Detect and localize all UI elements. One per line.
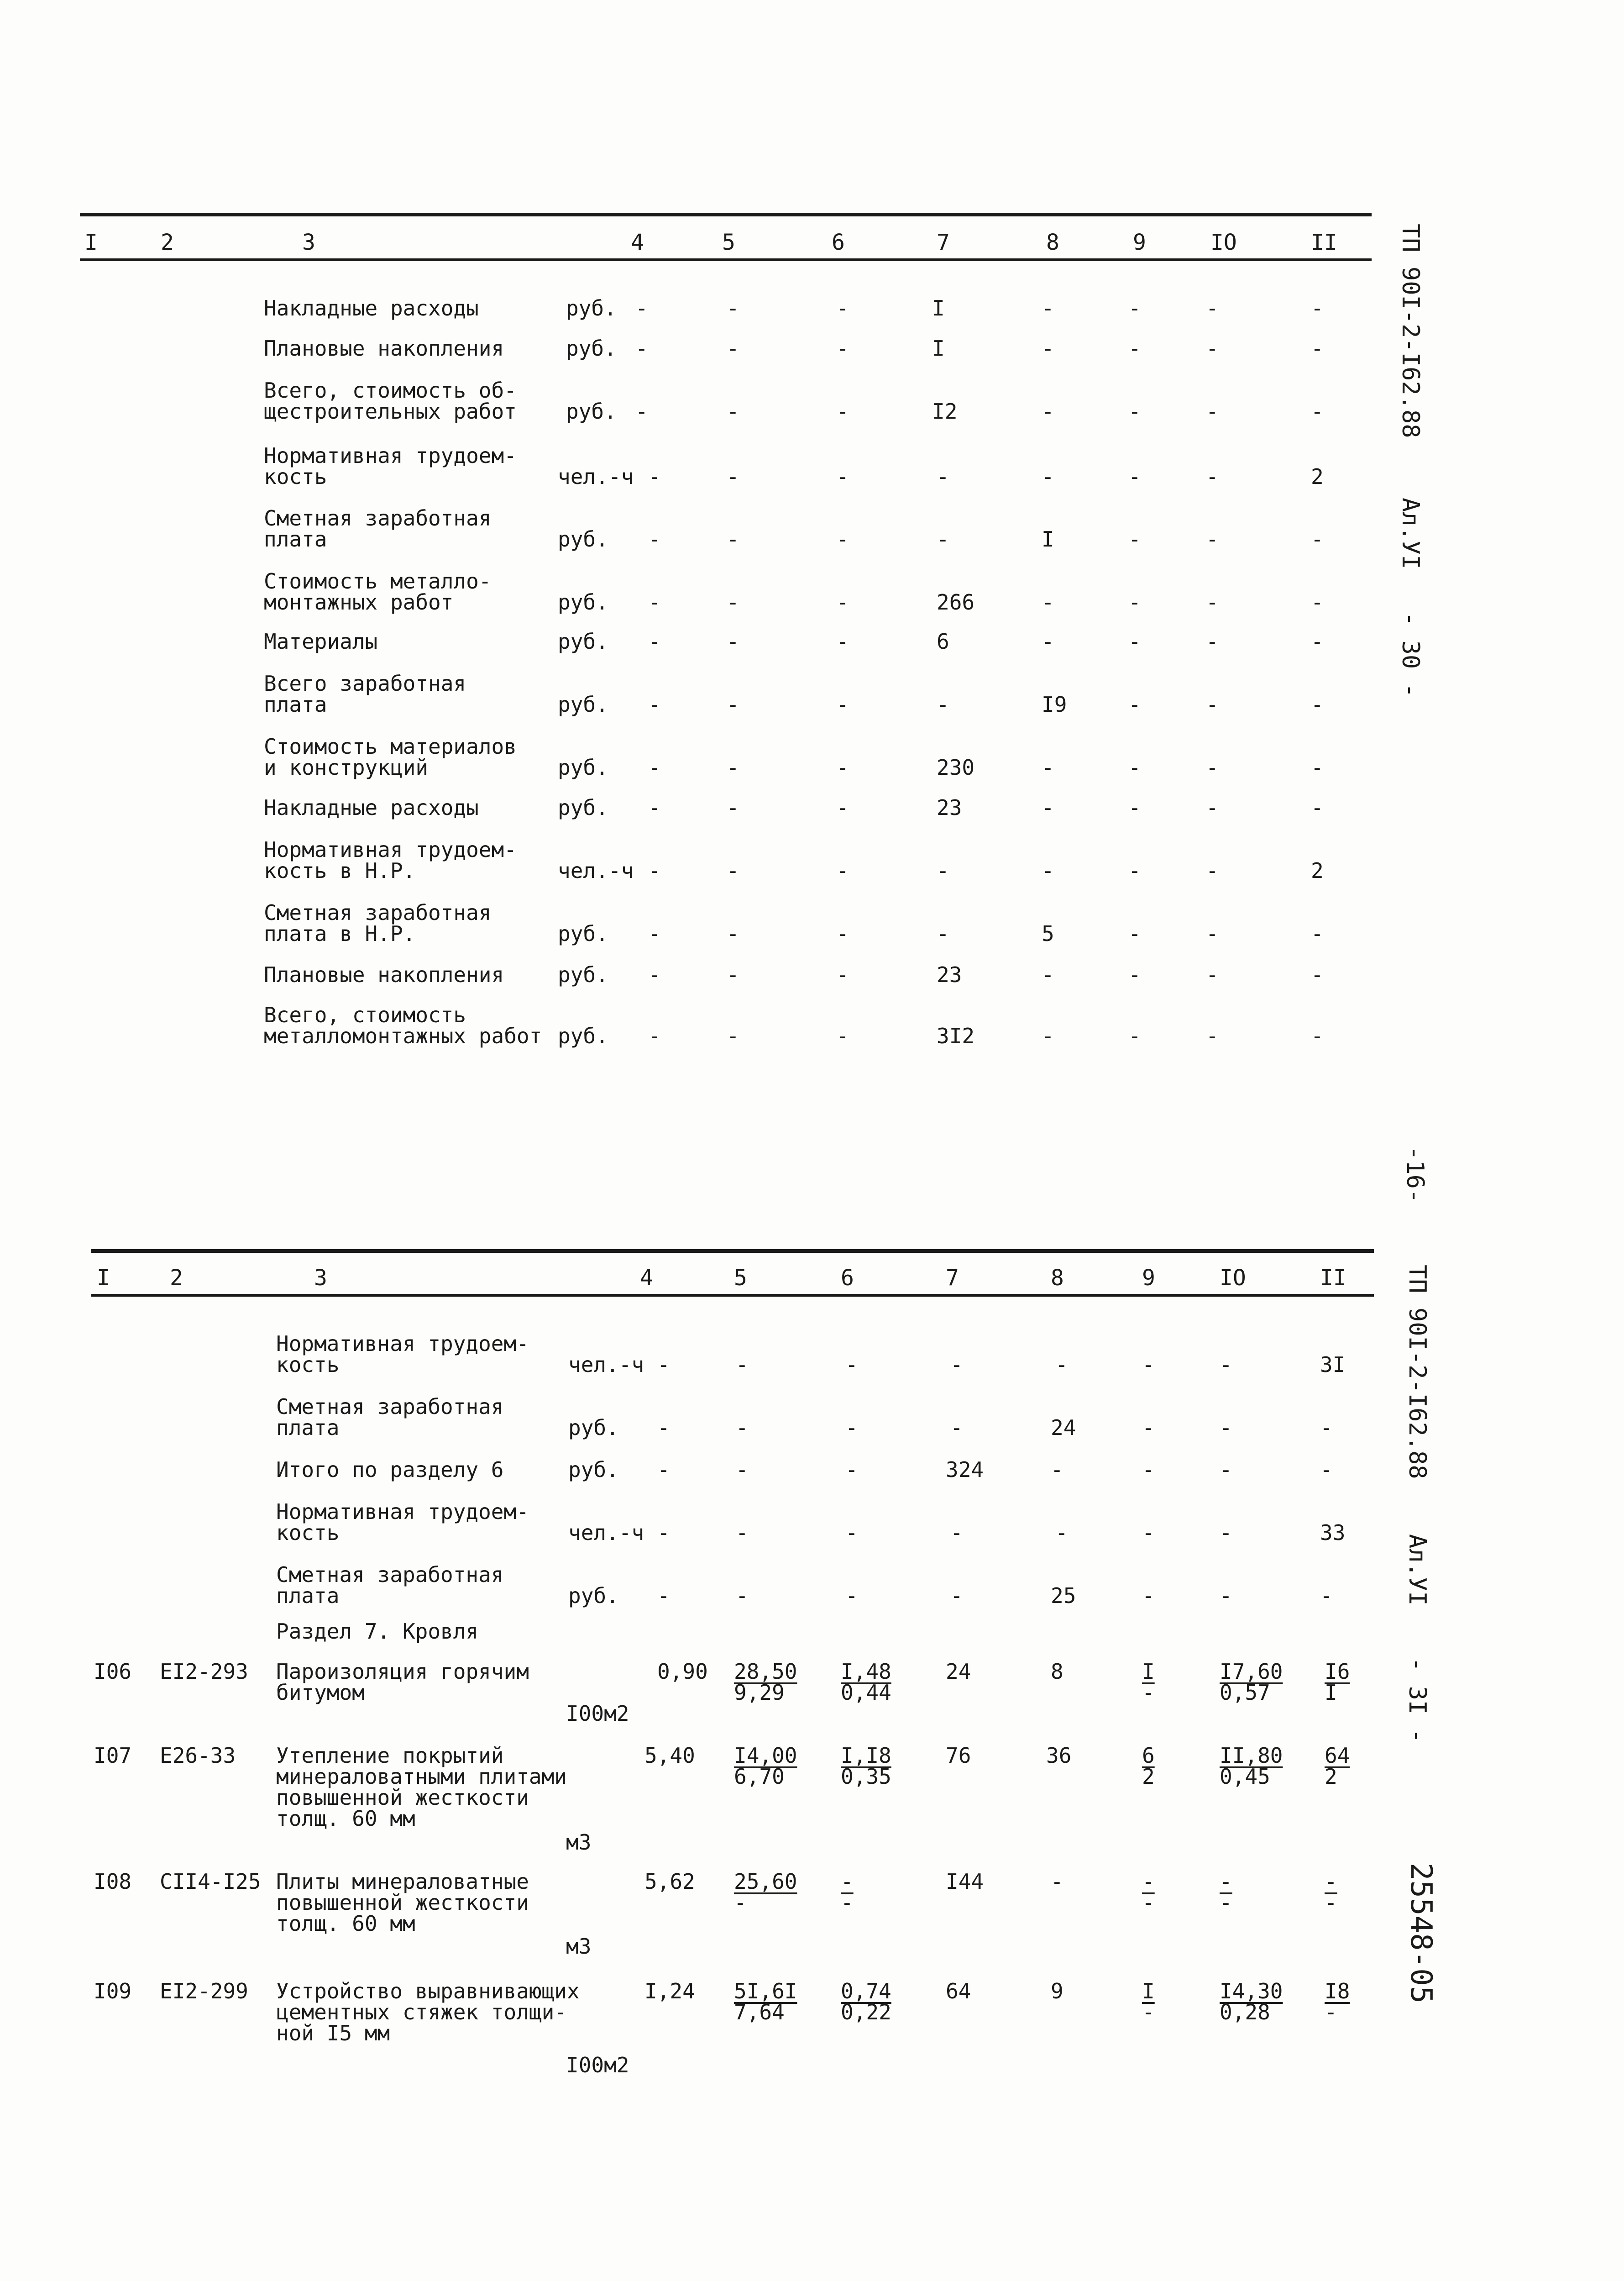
item-code: ЕI2-293 <box>160 1659 248 1684</box>
cell-c6: - <box>845 1583 858 1608</box>
cell-c5: - <box>727 962 739 987</box>
cell-c9: - <box>1128 858 1141 883</box>
cell-c4: - <box>648 962 661 987</box>
cell-c10: - <box>1206 590 1219 615</box>
cell-c5-top: 25,60 <box>734 1869 797 1894</box>
cell-c6: - <box>836 590 849 615</box>
cell-c9: - <box>1142 1352 1155 1377</box>
cell-c7: I2 <box>932 399 958 424</box>
item-qty: I,24 <box>644 1979 695 2003</box>
cell-c9: - <box>1128 692 1141 717</box>
cell-c10: - <box>1220 1457 1232 1482</box>
col-header-5: 5 <box>722 230 735 255</box>
row-unit: руб. <box>568 1457 619 1482</box>
col-header-11: II <box>1320 1265 1346 1291</box>
cell-c11-bottom: 2 <box>1325 1764 1337 1789</box>
cell-c7: I <box>932 336 945 361</box>
table2-top-rule <box>91 1249 1374 1253</box>
cell-c6: - <box>845 1415 858 1440</box>
cell-c11-top: I6 <box>1325 1659 1350 1684</box>
cell-c10-top: II,80 <box>1220 1743 1283 1768</box>
cell-c7: 6 <box>937 629 949 654</box>
cell-c5: - <box>727 921 739 946</box>
cell-c8: 36 <box>1046 1743 1072 1768</box>
row-label: Всего заработная плата <box>264 671 466 717</box>
table1-header-rule <box>80 258 1372 261</box>
cell-c8: - <box>1042 399 1054 424</box>
cell-c10: - <box>1220 1352 1232 1377</box>
cell-c6: - <box>836 464 849 489</box>
cell-c4: - <box>657 1583 670 1608</box>
cell-c10: - <box>1206 795 1219 820</box>
cell-c7: - <box>937 527 949 552</box>
cell-c4: - <box>648 527 661 552</box>
cell-c5: - <box>727 399 739 424</box>
row-unit: руб. <box>566 296 617 321</box>
item-name: Устройство выравнивающих цементных стяжек толщи- ной I5 мм <box>276 1979 580 2045</box>
col-header-3: 3 <box>314 1265 327 1291</box>
margin-bottom-page: - 3I - <box>1404 1657 1431 1743</box>
cell-c4: - <box>657 1415 670 1440</box>
cell-c6: - <box>836 296 849 321</box>
cell-c11: - <box>1311 755 1324 780</box>
cell-c4: - <box>648 692 661 717</box>
cell-c4: - <box>648 1024 661 1048</box>
cell-c4: - <box>635 336 648 361</box>
cell-c4: - <box>635 296 648 321</box>
cell-c9: - <box>1128 962 1141 987</box>
col-header-11: II <box>1311 230 1337 255</box>
cell-c5: - <box>727 755 739 780</box>
row-unit: руб. <box>558 692 608 717</box>
cell-c5: - <box>727 296 739 321</box>
row-unit: руб. <box>558 629 608 654</box>
row-label: Стоимость материалов и конструкций <box>264 734 517 780</box>
cell-c6: - <box>836 962 849 987</box>
cell-c9: - <box>1142 1457 1155 1482</box>
row-unit: чел.-ч <box>558 858 634 883</box>
cell-c11: - <box>1311 1024 1324 1048</box>
cell-c5: - <box>727 590 739 615</box>
cell-c7: 266 <box>937 590 975 615</box>
col-header-2: 2 <box>170 1265 183 1291</box>
margin-top-album: Ал.УI <box>1397 498 1424 569</box>
cell-c11: - <box>1311 692 1324 717</box>
cell-c9: - <box>1128 755 1141 780</box>
col-header-8: 8 <box>1046 230 1059 255</box>
cell-c7: - <box>950 1415 963 1440</box>
item-unit: м3 <box>566 1934 592 1959</box>
cell-c9: - <box>1128 795 1141 820</box>
cell-c5-top: I4,00 <box>734 1743 797 1768</box>
row-unit: чел.-ч <box>558 464 634 489</box>
cell-c8: - <box>1042 755 1054 780</box>
cell-c7: - <box>950 1352 963 1377</box>
cell-c7: I <box>932 296 945 321</box>
cell-c4: - <box>648 858 661 883</box>
cell-c8: - <box>1042 590 1054 615</box>
cell-c4: - <box>648 921 661 946</box>
row-label: Накладные расходы <box>264 296 479 321</box>
cell-c5: - <box>727 1024 739 1048</box>
cell-c5: - <box>727 336 739 361</box>
margin-top-page: - 30 - <box>1397 612 1424 698</box>
cell-c11: - <box>1311 590 1324 615</box>
cell-c6-bottom: - <box>841 1890 854 1915</box>
cell-c8: - <box>1042 795 1054 820</box>
row-label: Стоимость металло- монтажных работ <box>264 569 492 615</box>
cell-c8: - <box>1042 296 1054 321</box>
row-label: Сметная заработная плата <box>276 1562 504 1608</box>
cell-c7: 23 <box>937 795 962 820</box>
cell-c6-bottom: 0,35 <box>841 1764 891 1789</box>
item-unit: I00м2 <box>566 2053 629 2077</box>
cell-c11: - <box>1311 336 1324 361</box>
cell-c5: - <box>736 1520 749 1545</box>
cell-c7: - <box>950 1520 963 1545</box>
col-header-1: I <box>84 230 98 255</box>
cell-c5: - <box>727 464 739 489</box>
cell-c6: - <box>845 1520 858 1545</box>
cell-c11: - <box>1311 795 1324 820</box>
cell-c8: I9 <box>1042 692 1067 717</box>
cell-c11-bottom: - <box>1325 1890 1337 1915</box>
item-name: Плиты минераловатные повышенной жесткости толщ. 60 мм <box>276 1869 529 1936</box>
item-name: Утепление покрытий минераловатными плитами повышенной жесткости толщ. 60 мм <box>276 1743 567 1831</box>
cell-c9-top: I <box>1142 1659 1155 1684</box>
cell-c5-top: 5I,6I <box>734 1979 797 2003</box>
cell-c5: - <box>736 1352 749 1377</box>
col-header-7: 7 <box>937 230 950 255</box>
col-header-2: 2 <box>161 230 174 255</box>
cell-c6: - <box>845 1352 858 1377</box>
cell-c11: - <box>1311 399 1324 424</box>
cell-c8: - <box>1042 464 1054 489</box>
cell-c7: 3I2 <box>937 1024 975 1048</box>
cell-c11-bottom: I <box>1325 1680 1337 1705</box>
cell-c6-bottom: 0,22 <box>841 2000 891 2024</box>
cell-c7: - <box>937 692 949 717</box>
item-code: Е26-33 <box>160 1743 236 1768</box>
cell-c6: - <box>836 858 849 883</box>
cell-c9: - <box>1128 527 1141 552</box>
cell-c11: - <box>1311 921 1324 946</box>
cell-c6-top: 0,74 <box>841 1979 891 2003</box>
cell-c7: 24 <box>946 1659 971 1684</box>
cell-c6: - <box>836 692 849 717</box>
cell-c5-top: 28,50 <box>734 1659 797 1684</box>
cell-c9: - <box>1128 1024 1141 1048</box>
cell-c6: - <box>836 921 849 946</box>
cell-c7: 230 <box>937 755 975 780</box>
col-header-7: 7 <box>946 1265 959 1291</box>
cell-c7: I44 <box>946 1869 984 1894</box>
cell-c5-bottom: 6,70 <box>734 1764 785 1789</box>
cell-c5-bottom: - <box>734 1890 747 1915</box>
cell-c6: - <box>836 755 849 780</box>
cell-c9: - <box>1142 1583 1155 1608</box>
row-unit: руб. <box>566 336 617 361</box>
cell-c11: 2 <box>1311 464 1324 489</box>
cell-c10-top: - <box>1220 1869 1232 1894</box>
margin-doc-number: 25548-05 <box>1404 1863 1438 2004</box>
cell-c9: - <box>1128 296 1141 321</box>
cell-c6: - <box>836 1024 849 1048</box>
col-header-10: IO <box>1210 230 1237 255</box>
cell-c7: - <box>937 858 949 883</box>
item-code: СII4-I25 <box>160 1869 261 1894</box>
cell-c11-top: I8 <box>1325 1979 1350 2003</box>
col-header-9: 9 <box>1142 1265 1155 1291</box>
cell-c8: - <box>1042 336 1054 361</box>
cell-c6-top: - <box>841 1869 854 1894</box>
cell-c9-bottom: - <box>1142 1680 1155 1705</box>
row-label: Нормативная трудоем- кость в Н.Р. <box>264 837 517 883</box>
cell-c5: - <box>727 629 739 654</box>
cell-c9-bottom: - <box>1142 2000 1155 2024</box>
cell-c8: - <box>1051 1869 1063 1894</box>
cell-c6: - <box>836 399 849 424</box>
section-title: Раздел 7. Кровля <box>276 1619 479 1644</box>
cell-c10: - <box>1206 629 1219 654</box>
col-header-4: 4 <box>631 230 644 255</box>
row-label: Нормативная трудоем- кость <box>264 443 517 489</box>
margin-top-code: ТП 90I-2-I62.88 <box>1397 224 1424 438</box>
cell-c5: - <box>727 527 739 552</box>
row-unit: руб. <box>566 399 617 424</box>
cell-c9-bottom: 2 <box>1142 1764 1155 1789</box>
table2-header-rule <box>91 1294 1374 1297</box>
cell-c7: - <box>937 464 949 489</box>
cell-c5: - <box>727 692 739 717</box>
row-label: Материалы <box>264 629 378 654</box>
cell-c4: - <box>657 1520 670 1545</box>
cell-c5: - <box>736 1583 749 1608</box>
row-unit: руб. <box>558 527 608 552</box>
cell-c11: - <box>1311 629 1324 654</box>
cell-c9: - <box>1128 590 1141 615</box>
cell-c8: - <box>1042 1024 1054 1048</box>
cell-c8: 25 <box>1051 1583 1076 1608</box>
row-unit: руб. <box>558 962 608 987</box>
cell-c11: - <box>1311 527 1324 552</box>
cell-c4: - <box>657 1457 670 1482</box>
cell-c5: - <box>727 858 739 883</box>
cell-c11-top: 64 <box>1325 1743 1350 1768</box>
item-number: I08 <box>94 1869 132 1894</box>
cell-c10-bottom: 0,57 <box>1220 1680 1270 1705</box>
col-header-9: 9 <box>1133 230 1146 255</box>
item-code: ЕI2-299 <box>160 1979 248 2003</box>
item-qty: 5,62 <box>644 1869 695 1894</box>
cell-c4: - <box>648 629 661 654</box>
cell-c8: - <box>1042 858 1054 883</box>
cell-c9-top: I <box>1142 1979 1155 2003</box>
cell-c4: - <box>648 795 661 820</box>
cell-c6: - <box>845 1457 858 1482</box>
row-label: Нормативная трудоем- кость <box>276 1499 529 1545</box>
cell-c10: - <box>1206 858 1219 883</box>
col-header-6: 6 <box>832 230 845 255</box>
cell-c11: - <box>1320 1457 1333 1482</box>
item-unit: I00м2 <box>566 1701 629 1726</box>
cell-c10: - <box>1206 336 1219 361</box>
cell-c10: - <box>1206 399 1219 424</box>
cell-c4: - <box>657 1352 670 1377</box>
cell-c8: - <box>1051 1457 1063 1482</box>
cell-c8: 9 <box>1051 1979 1063 2003</box>
cell-c7: 324 <box>946 1457 984 1482</box>
cell-c10: - <box>1206 921 1219 946</box>
margin-bottom-album: Ал.УI <box>1404 1534 1431 1606</box>
cell-c10: - <box>1206 692 1219 717</box>
cell-c11: 33 <box>1320 1520 1346 1545</box>
cell-c9: - <box>1128 921 1141 946</box>
cell-c5: - <box>736 1457 749 1482</box>
cell-c4: - <box>648 464 661 489</box>
row-unit: руб. <box>568 1583 619 1608</box>
cell-c6: - <box>836 336 849 361</box>
cell-c5: - <box>736 1415 749 1440</box>
cell-c7: 76 <box>946 1743 971 1768</box>
row-label: Сметная заработная плата в Н.Р. <box>264 900 492 946</box>
cell-c11: - <box>1320 1415 1333 1440</box>
cell-c10: - <box>1206 755 1219 780</box>
cell-c9: - <box>1142 1520 1155 1545</box>
row-unit: руб. <box>558 795 608 820</box>
cell-c10-top: I7,60 <box>1220 1659 1283 1684</box>
row-unit: чел.-ч <box>568 1352 644 1377</box>
row-unit: руб. <box>558 1024 608 1048</box>
row-label: Накладные расходы <box>264 795 479 820</box>
col-header-1: I <box>97 1265 110 1291</box>
cell-c10: - <box>1206 1024 1219 1048</box>
item-number: I07 <box>94 1743 132 1768</box>
cell-c10: - <box>1206 962 1219 987</box>
cell-c6: - <box>836 795 849 820</box>
item-name: Пароизоляция горячим битумом <box>276 1659 529 1705</box>
cell-c9-top: 6 <box>1142 1743 1155 1768</box>
cell-c5-bottom: 9,29 <box>734 1680 785 1705</box>
cell-c7: - <box>950 1583 963 1608</box>
cell-c9: - <box>1128 399 1141 424</box>
cell-c4: - <box>648 590 661 615</box>
cell-c4: - <box>635 399 648 424</box>
margin-mid-page: -16- <box>1401 1146 1429 1204</box>
cell-c9: - <box>1128 629 1141 654</box>
item-number: I06 <box>94 1659 132 1684</box>
cell-c6-bottom: 0,44 <box>841 1680 891 1705</box>
row-label: Сметная заработная плата <box>276 1394 504 1440</box>
row-unit: руб. <box>568 1415 619 1440</box>
col-header-4: 4 <box>640 1265 653 1291</box>
cell-c8: 5 <box>1042 921 1054 946</box>
row-label: Плановые накопления <box>264 336 504 361</box>
row-unit: чел.-ч <box>568 1520 644 1545</box>
row-label: Нормативная трудоем- кость <box>276 1331 529 1377</box>
cell-c5-bottom: 7,64 <box>734 2000 785 2024</box>
col-header-8: 8 <box>1051 1265 1064 1291</box>
cell-c10: - <box>1206 464 1219 489</box>
cell-c10-bottom: 0,28 <box>1220 2000 1270 2024</box>
cell-c11-top: - <box>1325 1869 1337 1894</box>
cell-c7: - <box>937 921 949 946</box>
cell-c8: - <box>1055 1352 1068 1377</box>
item-qty: 0,90 <box>657 1659 708 1684</box>
row-unit: руб. <box>558 590 608 615</box>
cell-c8: - <box>1042 962 1054 987</box>
cell-c10: - <box>1206 296 1219 321</box>
cell-c6: - <box>836 527 849 552</box>
cell-c5: - <box>727 795 739 820</box>
cell-c8: 8 <box>1051 1659 1063 1684</box>
cell-c7: 64 <box>946 1979 971 2003</box>
item-number: I09 <box>94 1979 132 2003</box>
col-header-6: 6 <box>841 1265 854 1291</box>
cell-c10: - <box>1220 1415 1232 1440</box>
cell-c7: 23 <box>937 962 962 987</box>
cell-c9: - <box>1128 336 1141 361</box>
row-label: Сметная заработная плата <box>264 506 492 552</box>
margin-bottom-code: ТП 90I-2-I62.88 <box>1404 1265 1431 1479</box>
cell-c10: - <box>1220 1520 1232 1545</box>
cell-c11: - <box>1320 1583 1333 1608</box>
row-label: Всего, стоимость об- щестроительных работ <box>264 378 517 424</box>
cell-c8: - <box>1042 629 1054 654</box>
item-qty: 5,40 <box>644 1743 695 1768</box>
row-unit: руб. <box>558 755 608 780</box>
cell-c6-top: I,48 <box>841 1659 891 1684</box>
cell-c9: - <box>1142 1415 1155 1440</box>
cell-c11: 2 <box>1311 858 1324 883</box>
cell-c9-top: - <box>1142 1869 1155 1894</box>
cell-c10-bottom: 0,45 <box>1220 1764 1270 1789</box>
table1-top-rule <box>80 213 1372 216</box>
cell-c11: 3I <box>1320 1352 1346 1377</box>
row-label: Плановые накопления <box>264 962 504 987</box>
cell-c11-bottom: - <box>1325 2000 1337 2024</box>
cell-c11: - <box>1311 962 1324 987</box>
cell-c9-bottom: - <box>1142 1890 1155 1915</box>
row-label: Всего, стоимость металломонтажных работ <box>264 1003 542 1048</box>
col-header-3: 3 <box>302 230 315 255</box>
cell-c8: 24 <box>1051 1415 1076 1440</box>
cell-c10: - <box>1206 527 1219 552</box>
cell-c10-top: I4,30 <box>1220 1979 1283 2003</box>
item-unit: м3 <box>566 1830 592 1855</box>
cell-c8: - <box>1055 1520 1068 1545</box>
row-unit: руб. <box>558 921 608 946</box>
row-label: Итого по разделу 6 <box>276 1457 504 1482</box>
col-header-10: IO <box>1220 1265 1246 1291</box>
cell-c9: - <box>1128 464 1141 489</box>
cell-c6-top: I,I8 <box>841 1743 891 1768</box>
cell-c8: I <box>1042 527 1054 552</box>
cell-c4: - <box>648 755 661 780</box>
cell-c6: - <box>836 629 849 654</box>
cell-c11: - <box>1311 296 1324 321</box>
cell-c10-bottom: - <box>1220 1890 1232 1915</box>
col-header-5: 5 <box>734 1265 747 1291</box>
cell-c10: - <box>1220 1583 1232 1608</box>
